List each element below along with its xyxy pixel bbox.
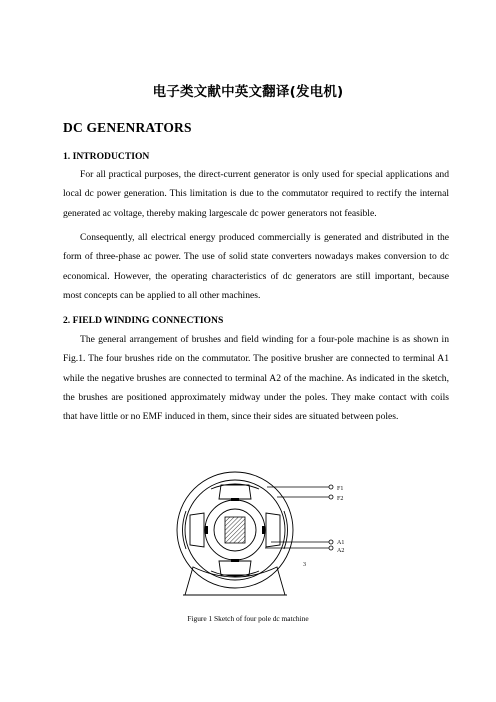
terminal-f1 [329, 485, 333, 489]
terminal-a1 [329, 540, 333, 544]
document-title: 电子类文献中英文翻译(发电机) [152, 84, 344, 100]
paragraph-field-winding: The general arrangement of brushes and field winding for a four-pole machine is as shown in Fig.1. The four brushes ride on the commutator. The positive brusher are connected to terminal A1 while the negative brushes are connected to terminal A2 of the machine. As indicated in the sketch, the brushes are positioned approximately midway under the poles. They make contact with coils that have little or no EMF induced in them, since their sides are situated between poles. [63, 334, 449, 423]
pole-top [219, 485, 251, 499]
pole-left [190, 513, 204, 547]
machine-feet [185, 567, 285, 595]
brush-bottom [231, 559, 239, 562]
figure-number-label: 3 [303, 562, 306, 568]
paragraph-intro-2: Consequently, all electrical energy produced commercially is generated and distributed in the form of three-phase ac power. The use of solid state converters nowadays makes conversion to dc economical. However, the operating characteristics of dc generators are still important, because most concepts can be applied to all other machines. [63, 232, 449, 301]
brush-top [231, 498, 239, 501]
terminal-label-f2: F2 [337, 496, 344, 502]
terminal-label-a1: A1 [337, 540, 345, 546]
figure-four-pole-machine [165, 467, 355, 607]
winding-arrow-right [284, 511, 288, 549]
terminal-f2 [329, 495, 333, 499]
brush-left [205, 526, 208, 534]
figure-caption: Figure 1 Sketch of four pole dc matchine [187, 614, 309, 623]
dc-machine-sketch [165, 467, 355, 607]
section-heading-field-winding: 2. FIELD WINDING CONNECTIONS [63, 315, 224, 326]
terminal-label-f1: F1 [337, 486, 344, 492]
brush-right [262, 526, 265, 534]
terminal-label-a2: A2 [337, 548, 345, 554]
winding-arrow-left [183, 511, 187, 549]
section-heading-introduction: 1. INTRODUCTION [63, 151, 150, 162]
paragraph-intro-1: For all practical purposes, the direct-current generator is only used for special applications and local dc power generation. This limitation is due to the commutator required to rectify the internal generated ac voltage, thereby making largescale dc power generators not feasible. [63, 169, 449, 219]
pole-bottom [219, 561, 251, 575]
terminal-a2 [329, 546, 333, 550]
commutator-hatched [225, 517, 245, 543]
paper-heading: DC GENENRATORS [63, 120, 192, 135]
